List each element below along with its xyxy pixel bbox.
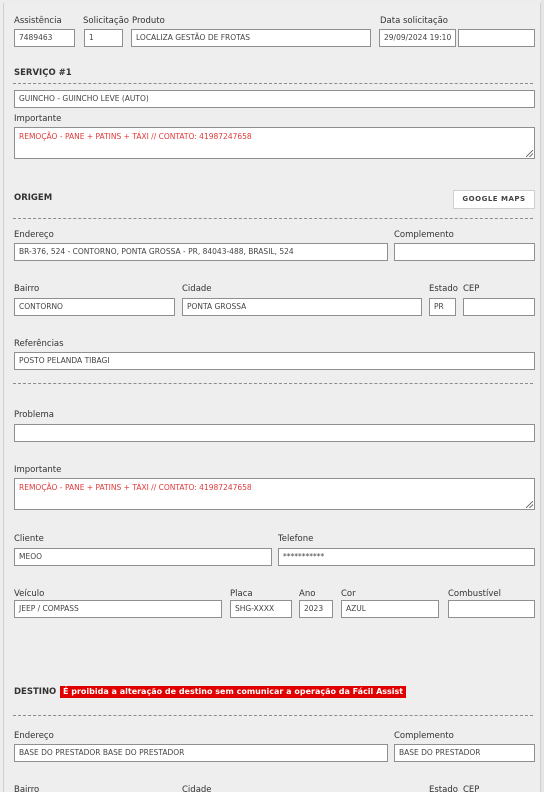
divider — [13, 83, 533, 84]
produto-field[interactable]: LOCALIZA GESTÃO DE FROTAS — [131, 29, 371, 47]
detalhes-importante-textarea[interactable] — [14, 478, 535, 510]
destino-bairro-label: Bairro — [14, 785, 40, 792]
destino-endereco-label: Endereço — [14, 731, 54, 741]
origem-estado-label: Estado — [429, 284, 458, 294]
extra-field[interactable] — [458, 29, 535, 47]
origem-cidade-label: Cidade — [182, 284, 212, 294]
detalhes-importante-label: Importante — [14, 465, 62, 475]
divider — [13, 715, 533, 716]
google-maps-button[interactable]: GOOGLE MAPS — [453, 190, 535, 209]
problema-field[interactable] — [14, 424, 535, 442]
origem-cidade-field[interactable]: PONTA GROSSA — [182, 298, 422, 316]
solicitacao-label: Solicitação — [83, 16, 129, 26]
origem-title: ORIGEM — [14, 193, 53, 203]
data-solicitacao-label: Data solicitação — [380, 16, 449, 26]
form-panel — [3, 3, 541, 792]
ano-label: Ano — [299, 589, 316, 599]
origem-complemento-field[interactable] — [394, 243, 535, 261]
origem-cep-field[interactable] — [463, 298, 535, 316]
destino-estado-label: Estado — [429, 785, 458, 792]
destino-cidade-label: Cidade — [182, 785, 212, 792]
resize-grip-icon[interactable] — [526, 150, 533, 157]
origem-estado-field[interactable]: PR — [429, 298, 456, 316]
divider — [13, 218, 533, 219]
problema-label: Problema — [14, 410, 54, 420]
origem-referencias-label: Referências — [14, 339, 64, 349]
servico-importante-text: REMOÇÃO - PANE + PATINS + TÁXI // CONTATO: 41987247658 — [19, 132, 252, 141]
ano-field[interactable]: 2023 — [299, 600, 333, 618]
destino-title: DESTINO — [14, 687, 57, 697]
cor-label: Cor — [341, 589, 356, 599]
assistencia-label: Assistência — [14, 16, 62, 26]
veiculo-field[interactable]: JEEP / COMPASS — [14, 600, 222, 618]
placa-label: Placa — [230, 589, 253, 599]
origem-bairro-field[interactable]: CONTORNO — [14, 298, 175, 316]
cor-field[interactable]: AZUL — [341, 600, 439, 618]
origem-cep-label: CEP — [463, 284, 480, 294]
destino-endereco-field[interactable]: BASE DO PRESTADOR BASE DO PRESTADOR — [14, 744, 388, 762]
data-solicitacao-field[interactable]: 29/09/2024 19:10 — [379, 29, 456, 47]
detalhes-importante-text: REMOÇÃO - PANE + PATINS + TÁXI // CONTATO: 41987247658 — [19, 483, 252, 492]
destino-cep-label: CEP — [463, 785, 480, 792]
origem-endereco-field[interactable]: BR-376, 524 - CONTORNO, PONTA GROSSA - PR, 84043-488, BRASIL, 524 — [14, 243, 388, 261]
combustivel-label: Combustível — [448, 589, 501, 599]
divider — [13, 383, 533, 384]
servico-importante-label: Importante — [14, 114, 62, 124]
destino-complemento-field[interactable]: BASE DO PRESTADOR — [394, 744, 535, 762]
servico-importante-textarea[interactable] — [14, 127, 535, 159]
solicitacao-field[interactable]: 1 — [84, 29, 123, 47]
veiculo-label: Veículo — [14, 589, 45, 599]
servico-title: SERVIÇO #1 — [14, 68, 72, 78]
origem-complemento-label: Complemento — [394, 230, 454, 240]
origem-endereco-label: Endereço — [14, 230, 54, 240]
combustivel-field[interactable] — [448, 600, 535, 618]
destino-warning-badge: É proibida a alteração de destino sem comunicar a operação da Fácil Assist — [60, 686, 406, 698]
assistencia-field[interactable]: 7489463 — [14, 29, 75, 47]
origem-bairro-label: Bairro — [14, 284, 40, 294]
resize-grip-icon[interactable] — [526, 501, 533, 508]
cliente-field[interactable]: MEOO — [14, 548, 272, 566]
produto-label: Produto — [132, 16, 165, 26]
telefone-label: Telefone — [278, 534, 314, 544]
placa-field[interactable]: SHG-XXXX — [230, 600, 292, 618]
origem-referencias-field[interactable]: POSTO PELANDA TIBAGI — [14, 352, 535, 370]
servico-tipo-field[interactable]: GUINCHO - GUINCHO LEVE (AUTO) — [14, 90, 535, 108]
cliente-label: Cliente — [14, 534, 44, 544]
telefone-field[interactable]: *********** — [278, 548, 535, 566]
destino-complemento-label: Complemento — [394, 731, 454, 741]
